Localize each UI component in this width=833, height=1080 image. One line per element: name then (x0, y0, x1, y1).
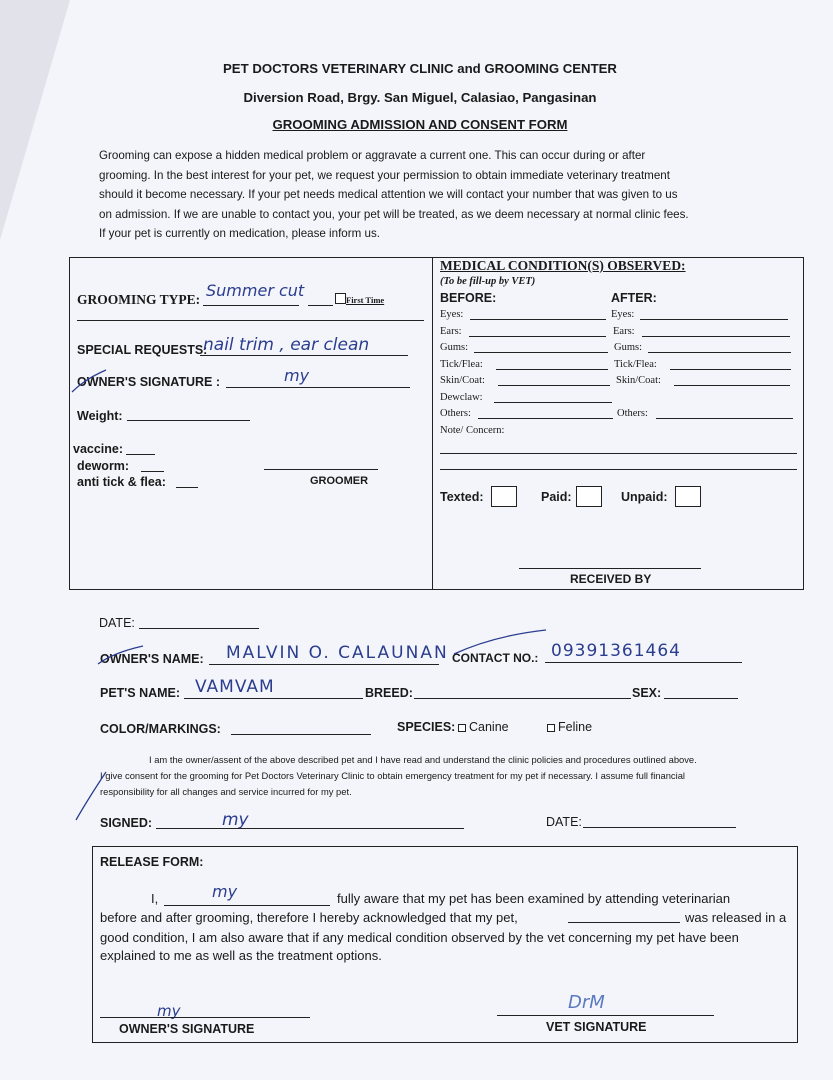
signed-date-label: DATE: (546, 815, 582, 829)
intro-line: should it become necessary. If your pet needs medical attention we will contact your number that was given to us (99, 188, 678, 202)
box-divider (432, 258, 433, 589)
before-gums-line (474, 352, 608, 353)
medical-title: MEDICAL CONDITION(S) OBSERVED: (440, 258, 686, 273)
after-eyes: Eyes: (611, 309, 635, 320)
weight-label: Weight: (77, 409, 123, 423)
received-by-line (519, 568, 701, 569)
intro-line: Grooming can expose a hidden medical problem or aggravate a current one. This can occur during or after (99, 149, 646, 162)
anti-tick-label: anti tick & flea: (77, 475, 166, 489)
before-ears-line (469, 336, 606, 337)
after-tick: Tick/Flea: (614, 359, 657, 370)
after-ears: Ears: (613, 326, 635, 337)
grooming-extra-line (77, 320, 424, 321)
release-line-1: fully aware that my pet has been examined by attending veterinarian (337, 891, 731, 906)
received-by-label: RECEIVED BY (570, 572, 652, 586)
before-label: BEFORE: (440, 291, 497, 305)
after-gums-line (648, 352, 791, 353)
texted-label: Texted: (440, 490, 484, 504)
special-requests-line (200, 355, 408, 356)
groomer-line (264, 469, 378, 470)
consent-line-3: responsibility for all changes and service incurred for my pet. (100, 786, 352, 797)
canine-label: Canine (469, 720, 509, 734)
signed-line (156, 828, 464, 829)
weight-line (127, 420, 250, 421)
color-label: COLOR/MARKINGS: (100, 722, 221, 736)
deworm-line (141, 471, 164, 472)
special-requests-label: SPECIAL REQUESTS: (77, 343, 208, 357)
canine-checkbox[interactable] (458, 724, 466, 732)
special-requests-value[interactable]: nail trim , ear clean (203, 335, 370, 355)
release-i: I, (151, 891, 159, 906)
after-skin: Skin/Coat: (616, 375, 661, 386)
vet-sig[interactable]: DrM (568, 992, 605, 1013)
after-gums: Gums: (614, 342, 643, 353)
before-eyes: Eyes: (440, 309, 464, 320)
vet-sig-label: VET SIGNATURE (546, 1020, 647, 1034)
form-title: GROOMING ADMISSION AND CONSENT FORM (272, 117, 568, 132)
pen-stroke (450, 628, 550, 658)
pen-stroke (70, 366, 110, 396)
signed-value[interactable]: my (222, 810, 249, 830)
after-ears-line (642, 336, 790, 337)
grooming-type-value[interactable]: Summer cut (206, 281, 305, 300)
feline-checkbox[interactable] (547, 724, 555, 732)
grooming-type-label: GROOMING TYPE: (77, 292, 201, 307)
after-tick-line (670, 369, 791, 370)
texted-checkbox[interactable] (491, 486, 517, 507)
owner-signature-line (226, 387, 410, 388)
grooming-type-line (203, 305, 299, 306)
contact-line (545, 662, 742, 663)
pen-stroke (95, 640, 147, 670)
before-skin-line (498, 385, 610, 386)
release-line-4: explained to me as well as the treatment options. (100, 948, 382, 963)
date-line (139, 628, 259, 629)
release-line-2a: before and after grooming, therefore I hereby acknowledged that my pet, (100, 910, 518, 925)
owner-signature-label: OWNER'S SIGNATURE : (77, 375, 221, 389)
before-eyes-line (470, 319, 606, 320)
owner-name-value[interactable]: MALVIN O. CALAUNAN (226, 643, 449, 663)
before-tick: Tick/Flea: (440, 359, 483, 370)
consent-line-2: I give consent for the grooming for Pet Doctors Veterinary Clinic to obtain emergency treatment for my pet if necessary. I assume full financial (100, 770, 685, 781)
sex-label: SEX: (632, 686, 662, 700)
clinic-name: PET DOCTORS VETERINARY CLINIC and GROOMING CENTER (223, 61, 617, 76)
release-title: RELEASE FORM: (100, 855, 204, 869)
species-label: SPECIES: (397, 720, 456, 734)
owner-release-label: OWNER'S SIGNATURE (119, 1022, 255, 1036)
vaccine-label: vaccine: (73, 442, 124, 456)
after-label: AFTER: (611, 291, 657, 305)
before-tick-line (496, 369, 608, 370)
before-gums: Gums: (440, 342, 469, 353)
sex-line (664, 698, 738, 699)
before-ears: Ears: (440, 326, 462, 337)
owner-release-line (100, 1017, 310, 1018)
note-label: Note/ Concern: (440, 425, 505, 436)
paid-label: Paid: (541, 490, 572, 504)
intro-paragraph (99, 146, 744, 244)
clinic-address: Diversion Road, Brgy. San Miguel, Calasiao, Pangasinan (243, 90, 597, 105)
pet-name-value[interactable]: VAMVAM (195, 677, 275, 697)
feline-label: Feline (558, 720, 593, 734)
owner-name-label: OWNER'S NAME: (100, 652, 204, 666)
first-time-line (308, 305, 333, 306)
date-label: DATE: (99, 616, 135, 630)
groomer-label: GROOMER (310, 475, 369, 487)
release-line-2b: was released in a (685, 910, 787, 925)
intro-line: grooming. In the best interest for your pet, we request your permission to obtain immediate veterinary treatment (99, 168, 670, 182)
owner-release-sig[interactable]: my (157, 1002, 181, 1020)
pet-name-line (184, 698, 363, 699)
vet-sig-line (497, 1015, 714, 1016)
after-others: Others: (617, 408, 648, 419)
contact-value[interactable]: 09391361464 (551, 641, 681, 661)
release-name-line (164, 905, 330, 906)
color-line (231, 734, 371, 735)
signed-label: SIGNED: (100, 816, 153, 830)
signed-date-line (583, 827, 736, 828)
first-time-label: First Time (346, 295, 385, 305)
breed-line (414, 698, 631, 699)
vaccine-line (126, 454, 155, 455)
owner-signature-value[interactable]: my (284, 366, 310, 385)
paid-checkbox[interactable] (576, 486, 602, 507)
before-others: Others: (440, 408, 471, 419)
owner-name-line (209, 664, 439, 665)
breed-label: BREED: (365, 686, 413, 700)
unpaid-label: Unpaid: (621, 490, 668, 504)
release-line-3: good condition, I am also aware that if any medical condition observed by the vet concerning my pet have been (100, 930, 739, 945)
before-dewclaw: Dewclaw: (440, 392, 483, 403)
pet-name-label: PET'S NAME: (100, 686, 181, 700)
deworm-label: deworm: (77, 459, 130, 473)
note-line-1 (440, 453, 797, 454)
medical-subtitle: (To be fill-up by VET) (440, 276, 536, 287)
before-skin: Skin/Coat: (440, 375, 485, 386)
contact-label: CONTACT NO.: (452, 651, 539, 665)
first-time-checkbox[interactable] (335, 293, 346, 304)
unpaid-checkbox[interactable] (675, 486, 701, 507)
intro-line: on admission. If we are unable to contact you, your pet will be treated, as we deem necessary at normal clinic fees. (99, 207, 689, 221)
after-others-line (656, 418, 793, 419)
after-eyes-line (640, 319, 788, 320)
intro-line: If your pet is currently on medication, please inform us. (99, 227, 380, 241)
before-dewclaw-line (494, 402, 612, 403)
anti-tick-line (176, 487, 198, 488)
before-others-line (478, 418, 613, 419)
consent-line-1: I am the owner/assent of the above described pet and I have read and understand the clinic policies and procedures outlined above. (149, 754, 697, 765)
note-line-2 (440, 469, 797, 470)
after-skin-line (674, 385, 790, 386)
release-pet-line (568, 922, 680, 923)
release-sig[interactable]: my (212, 882, 238, 901)
